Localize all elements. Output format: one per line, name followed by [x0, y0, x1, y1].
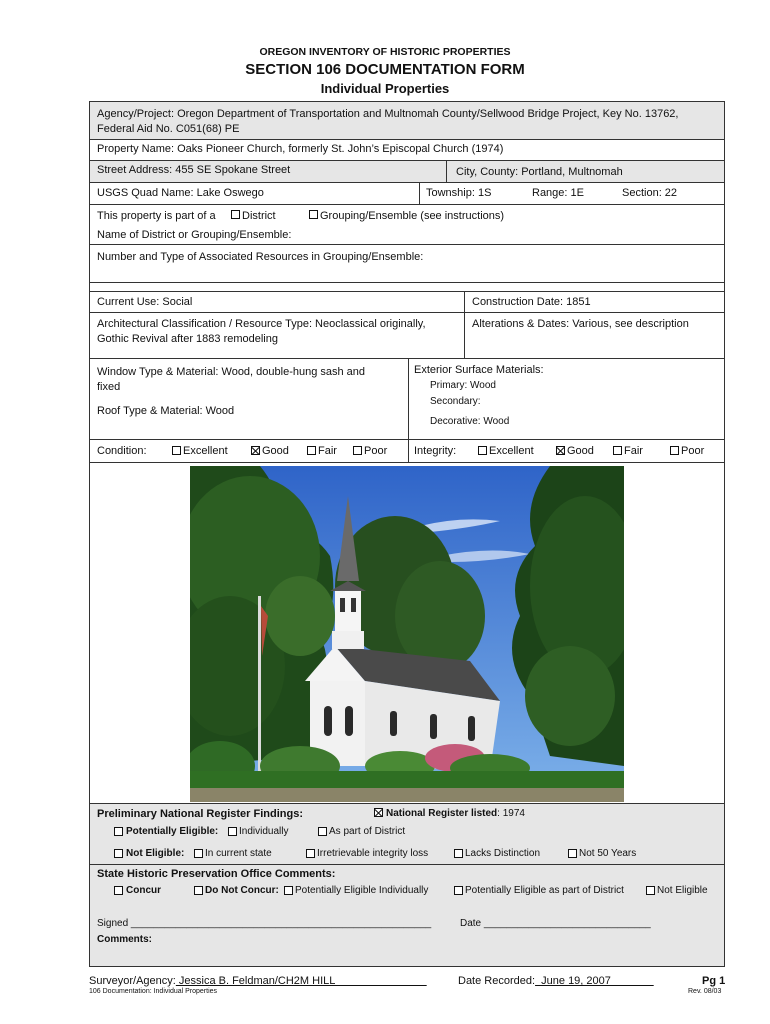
integrity-poor-label: Poor [681, 445, 705, 457]
form-title: SECTION 106 DOCUMENTATION FORM [245, 61, 525, 78]
surveyor-agency [89, 975, 427, 987]
potentially-eligible-label: Potentially Eligible: [126, 826, 219, 837]
property-name: Property Name: Oaks Pioneer Church, formerly St. John’s Episcopal Church (1974) [97, 143, 504, 155]
in-current-state-label: In current state [205, 848, 272, 859]
potentially-eligible-checkbox[interactable] [114, 827, 123, 836]
pot-eligible-district-checkbox[interactable] [454, 886, 463, 895]
integrity-good-label: Good [567, 445, 594, 457]
township: Township: 1S [426, 187, 492, 199]
page-number: Pg 1 [702, 975, 726, 987]
condition-fair-label: Fair [318, 445, 337, 457]
in-current-state-checkbox[interactable] [194, 849, 203, 858]
document-name: 106 Documentation: Individual Properties [89, 988, 218, 995]
form-agency-header: OREGON INVENTORY OF HISTORIC PROPERTIES [259, 46, 511, 58]
current-use: Current Use: Social [97, 296, 193, 308]
concur-checkbox[interactable] [114, 886, 123, 895]
condition-good-checkbox[interactable] [251, 446, 260, 455]
city-county: City, County: Portland, Multnomah [456, 166, 623, 178]
window-type-line2: fixed [97, 381, 121, 393]
roof-type: Roof Type & Material: Wood [97, 405, 235, 417]
exterior-decorative: Decorative: Wood [430, 416, 510, 427]
integrity-poor-checkbox[interactable] [670, 446, 679, 455]
shpo-not-eligible-checkbox[interactable] [646, 886, 655, 895]
exterior-secondary: Secondary: [430, 396, 481, 407]
not-eligible-label: Not Eligible: [126, 848, 185, 859]
pot-eligible-individually-label: Potentially Eligible Individually [295, 885, 429, 896]
condition-excellent-label: Excellent [183, 445, 228, 457]
shpo-comments-label: State Historic Preservation Office Comments: [97, 868, 336, 880]
window-type-line1: Window Type & Material: Wood, double-hung sash and [97, 366, 366, 378]
alterations-dates: Alterations & Dates: Various, see description [472, 318, 689, 330]
integrity-fair-checkbox[interactable] [613, 446, 622, 455]
condition-excellent-checkbox[interactable] [172, 446, 181, 455]
nr-findings-label: Preliminary National Register Findings: [97, 808, 303, 820]
district-checkbox[interactable] [231, 210, 240, 219]
do-not-concur-checkbox[interactable] [194, 886, 203, 895]
lacks-distinction-label: Lacks Distinction [465, 848, 541, 859]
irretrievable-integrity-checkbox[interactable] [306, 849, 315, 858]
condition-fair-checkbox[interactable] [307, 446, 316, 455]
section: Section: 22 [622, 187, 678, 199]
architectural-classification-line1: Architectural Classification / Resource Type: Neoclassical originally, [97, 318, 426, 330]
not-50-years-checkbox[interactable] [568, 849, 577, 858]
part-of-district-checkbox[interactable] [318, 827, 327, 836]
nr-listed-label: National Register listed [386, 808, 498, 819]
agency-project-line1: Agency/Project: Oregon Department of Transportation and Multnomah County/Sellwood Bridge Project, Key No. 13762, [97, 108, 679, 120]
grouping-ensemble-checkbox[interactable] [309, 210, 318, 219]
range: Range: 1E [532, 187, 584, 199]
lacks-distinction-checkbox[interactable] [454, 849, 463, 858]
integrity-fair-label: Fair [624, 445, 643, 457]
integrity-excellent-label: Excellent [489, 445, 534, 457]
church-photo [190, 466, 624, 802]
nr-listed-year: : 1974 [497, 808, 525, 819]
comments-label: Comments: [97, 934, 153, 945]
construction-date: Construction Date: 1851 [472, 296, 591, 308]
individually-label: Individually [239, 826, 289, 837]
district-name-label: Name of District or Grouping/Ensemble: [97, 229, 292, 241]
not-eligible-checkbox[interactable] [114, 849, 123, 858]
condition-poor-checkbox[interactable] [353, 446, 362, 455]
shpo-not-eligible-label: Not Eligible [657, 885, 708, 896]
integrity-good-checkbox[interactable] [556, 446, 565, 455]
surveyor-label: Surveyor/Agency: [89, 975, 176, 987]
condition-label: Condition: [97, 445, 147, 457]
date-line[interactable]: Date ______________________________ [460, 918, 651, 929]
part-of-district-label: As part of District [329, 826, 406, 837]
associated-resources-label: Number and Type of Associated Resources in Grouping/Ensemble: [97, 251, 424, 263]
grouping-ensemble-label: Grouping/Ensemble (see instructions) [320, 210, 505, 222]
date-recorded [458, 975, 654, 987]
integrity-excellent-checkbox[interactable] [478, 446, 487, 455]
street-address: Street Address: 455 SE Spokane Street [97, 164, 291, 176]
revision-date: Rev. 08/03 [688, 988, 722, 995]
individually-checkbox[interactable] [228, 827, 237, 836]
architectural-classification-line2: Gothic Revival after 1883 remodeling [97, 333, 278, 345]
form-subtitle: Individual Properties [320, 81, 450, 96]
surveyor-value: Jessica B. Feldman/CH2M HILL [175, 975, 427, 987]
usgs-quad-name: USGS Quad Name: Lake Oswego [97, 187, 264, 199]
nr-listed-text [386, 808, 525, 819]
concur-label: Concur [126, 885, 161, 896]
exterior-primary: Primary: Wood [430, 380, 496, 391]
agency-project-line2: Federal Aid No. C051(68) PE [97, 123, 240, 135]
condition-good-label: Good [262, 445, 289, 457]
part-of-label: This property is part of a [97, 210, 216, 222]
condition-poor-label: Poor [364, 445, 388, 457]
pot-eligible-individually-checkbox[interactable] [284, 886, 293, 895]
district-label: District [242, 210, 276, 222]
exterior-surface-label: Exterior Surface Materials: [414, 364, 544, 376]
not-50-years-label: Not 50 Years [579, 848, 637, 859]
date-recorded-value: June 19, 2007 [535, 975, 654, 987]
pot-eligible-district-label: Potentially Eligible as part of District [465, 885, 624, 896]
nr-listed-checkbox[interactable] [374, 808, 383, 817]
irretrievable-integrity-label: Irretrievable integrity loss [317, 848, 429, 859]
do-not-concur-label: Do Not Concur: [205, 885, 279, 896]
integrity-label: Integrity: [414, 445, 457, 457]
date-recorded-label: Date Recorded: [458, 975, 536, 987]
signed-line[interactable]: Signed ______________________________________________________ [97, 918, 432, 929]
